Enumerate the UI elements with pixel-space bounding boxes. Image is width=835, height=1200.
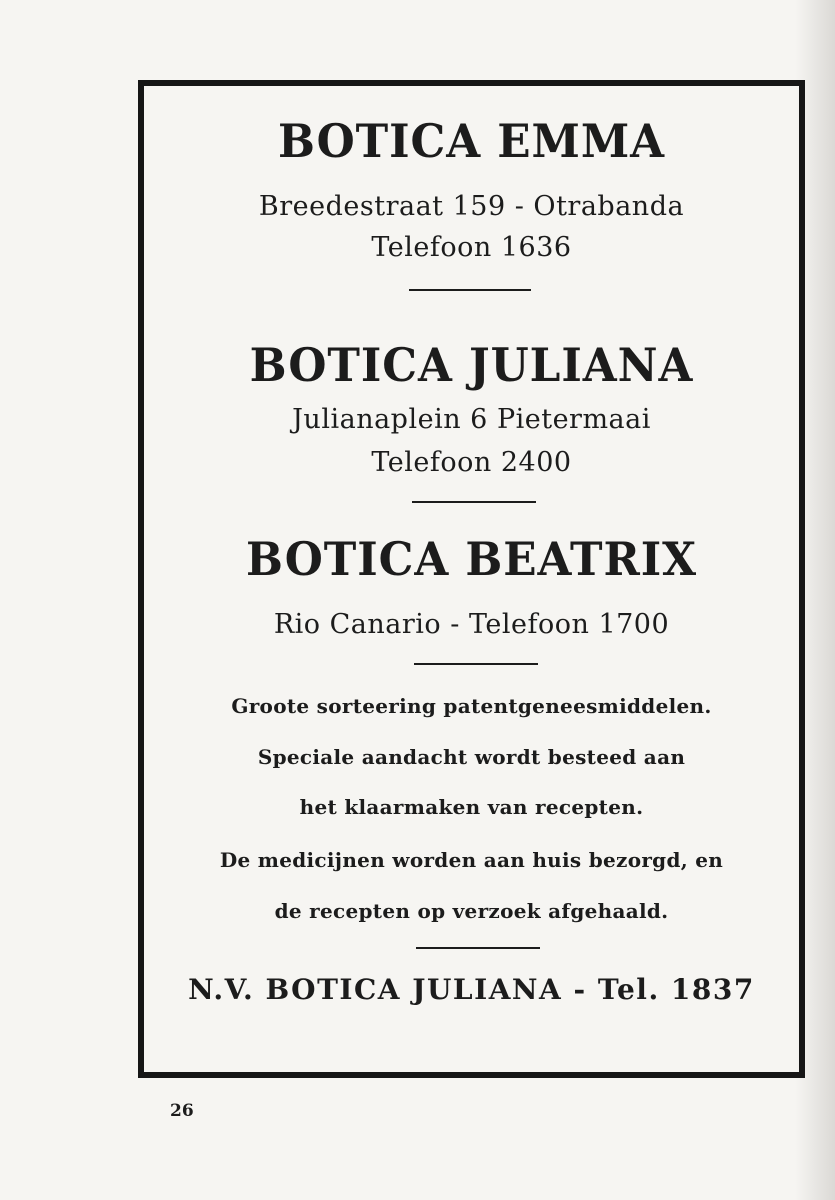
body-line: Speciale aandacht wordt besteed aan (257, 745, 686, 769)
body-line: De medicijnen worden aan huis bezorgd, en (219, 848, 724, 872)
body-line: de recepten op verzoek afgehaald. (274, 899, 669, 923)
heading-botica-juliana: BOTICA JULIANA (249, 338, 694, 392)
heading-botica-beatrix: BOTICA BEATRIX (246, 532, 697, 586)
heading-botica-emma: BOTICA EMMA (277, 114, 666, 168)
divider-rule (412, 501, 536, 503)
page-number: 26 (170, 1101, 194, 1121)
beatrix-address-phone: Rio Canario - Telefoon 1700 (273, 609, 670, 640)
divider-rule (409, 289, 531, 291)
juliana-address: Julianaplein 6 Pietermaai (292, 404, 651, 435)
emma-phone: Telefoon 1636 (371, 232, 572, 263)
emma-address: Breedestraat 159 - Otrabanda (258, 191, 685, 222)
advertisement-frame (138, 80, 805, 1078)
juliana-phone: Telefoon 2400 (371, 447, 572, 478)
divider-rule (414, 663, 538, 665)
body-line: Groote sorteering patentgeneesmiddelen. (231, 694, 712, 718)
body-line: het klaarmaken van recepten. (299, 795, 644, 819)
footer-company-line: N.V. BOTICA JULIANA - Tel. 1837 (188, 973, 755, 1006)
divider-rule (416, 947, 540, 949)
